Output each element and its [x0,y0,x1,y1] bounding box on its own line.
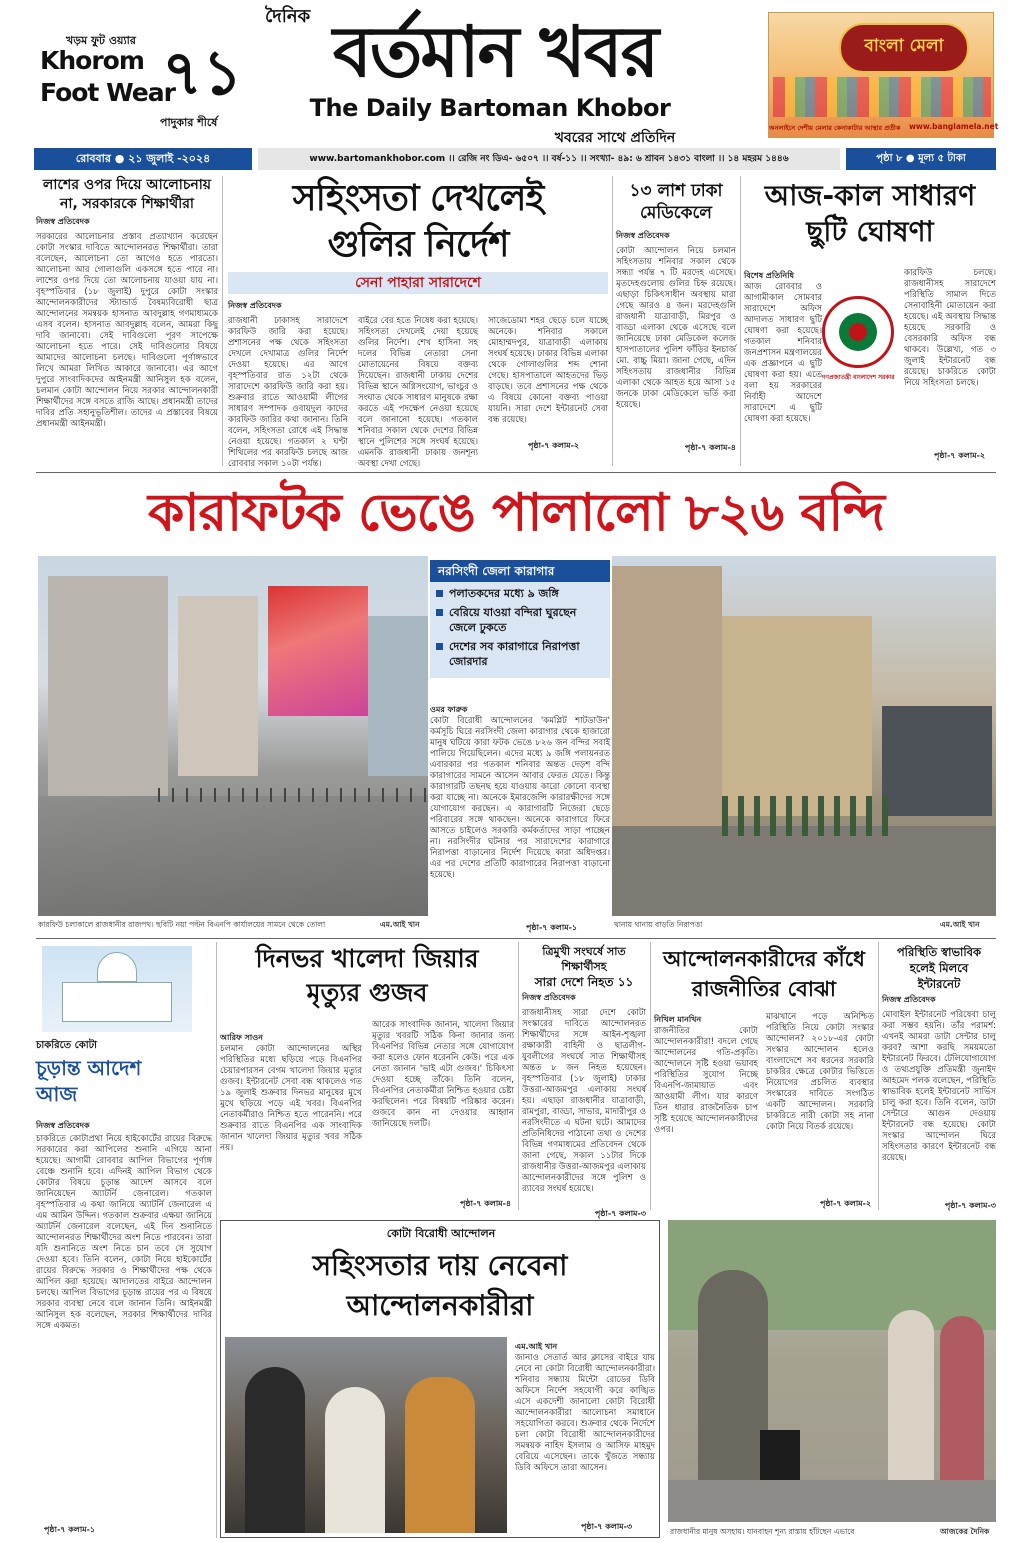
story3-headline-1: ১৩ লাশ ঢাকা [629,181,723,201]
story-rajnitir-bojha [654,944,874,1214]
story7-body: রাজধানীসহ সারা দেশে কোটা সংস্কারের দাবিতে আন্দোলনরত শিক্ষার্থীদের সঙ্গে আইন-শৃঙ্খলা রক্ষাকারী বাহিনী ও ছাত্রলীগ-যুবলীগের সংঘর্ষে সাত শিক্ষার্থীসহ অন্তত ৮ জন নিহত হয়েছেন। বৃহস্পতিবার (১৮ জুলাই) ঢাকার উত্তরা-আজমপুর এলাকায় সংঘর্ষ হয়। এছাড়া রাজধানীর যাত্রাবাড়ী, রামপুরা, বাড্ডা, সাভার, মাদারীপুর ও নরসিংদীতে এ ঘটনা ঘটে। আমাদের প্রতিনিধিদের পাঠানো তথ্য ও দেশের বিভিন্ন গণমাধ্যমের প্রতিবেদন থেকে জানা গেছে, সকাল ১১টার দিকে রাজধানীর উত্তরা-আজমপুর এলাকায় আন্দোলনকারীদের সঙ্গে পুলিশ ও র‍্যাবের সংঘর্ষ হয়েছে। [522,1008,646,1194]
story4-headline-2: ছুটি ঘোষণা [806,215,934,248]
story3-headline-2: মেডিকেলে [640,203,712,223]
title-block[interactable] [225,0,765,126]
story-lasher-opor [36,176,218,468]
story8-byline: নিখিল মানখিন [654,1015,702,1024]
story5-body: চাকরিতে কোটাপ্রথা নিয়ে হাইকোর্টের রায়ের বিরুদ্ধে সরকারের করা আপিলের শুনানি এগিয়ে আনা হয়েছে। আগামী রোববার আপিল বিভাগের পূর্ণাঙ্গ বেঞ্চে শুনানি হবে। এদিনই আপিল বিভাগ থেকে কোটার বিষয়ে চূড়ান্ত আদেশ আসবে বলে জানিয়েছেন অ্যাটর্নি জেনারেল। গতকাল বৃহস্পতিবার এ কথা জানিয়ে অ্যাটর্নি জেনারেল এ এম আমিন উদ্দিন। গতকাল শুক্রবার এক্ষয়া জানিয়ে অ্যাটর্নি জেনারেল বলেছেন, এই দিন শুনানিতে আন্দোলনরত শিক্ষার্থীদের অংশ নিতে পারবেন। তারা যদি শুনানিতে অংশ নিতে চান তবে সে সুযোগ দেওয়া হবে। তিনি বলেন, কোটা নিয়ে হাইকোর্টের রায়ের বিরুদ্ধে সরকার ও শিক্ষার্থীদের পক্ষ থেকে আপিল করা হয়েছে। আদালতের বাইরে আন্দোলন চলছে। আপিল বিভাগের চূড়ান্ত রায়ের পর এ বিষয়ে সরকার ব্যবস্থা নেবে বলে জানান তিনি। আইনমন্ত্রী আনিসুল হক বলেছেন, সরকার শিক্ষার্থীদের দাবির সঙ্গে একমত। [36,1134,212,1331]
lead-byline: ওমর ফারুক [430,705,468,714]
photo-billboard [268,586,368,716]
rule [216,942,217,1538]
story9-headline-2: হলেই মিলবে [909,961,969,975]
lead-photo-left [38,556,428,916]
court-dome [97,952,137,982]
lead-headline: কারাফটক ভেঙে পালালো ৮২৬ বন্দি [148,483,884,543]
photo-person [405,1377,475,1533]
story10-headline-2: আন্দোলনকারীরা [346,1289,534,1322]
story8-headline-1: আন্দোলনকারীদের কাঁধে [663,947,865,971]
story2-byline: নিজস্ব প্রতিবেদক [228,301,282,310]
story2-headline-1: সহিংসতা দেখলেই [292,178,544,219]
rule [878,942,879,1210]
ad-left-line1: খড়ম ফুট ওয়্যার [66,34,136,47]
lead-box [430,560,610,678]
story4-continued[interactable]: পৃষ্ঠা-৭ কলাম-২ [934,451,986,460]
photo-caption: রাজধানীর মানুষ অসহায়। যানবাহন শূন্য রাস্তায় হাঁটছেন এভাবে [670,1527,855,1536]
dateline-bar [34,148,996,170]
story-chuti-ghoshona [744,178,996,468]
photo-people [722,796,892,836]
story10-headline-1: সহিংসতার দায় নেবেনা [312,1249,568,1282]
story5-continued[interactable]: পৃষ্ঠা-৭ কলাম-১ [44,1525,96,1534]
story9-body: মোবাইল ইন্টারনেট পরিষেবা চালু করা সম্ভব হয়নি। তাঁর পরামর্শ: এখনই আমরা ডাটা সেন্টার চালু করব? আশা করছি সময়মতো ইন্টারনেট ফিরবে। টেলিযোগাযোগ ও তথ্যপ্রযুক্তি প্রতিমন্ত্রী জুনাইদ আহমেদ পলক বলেছেন, পরিস্থিতি স্বাভাবিক হলেই ইন্টারনেট সার্ভিস চালু করা হবে। তিনি বলেন, ডাটা সেন্টারে আগুন দেওয়ায় ইন্টারনেট বন্ধ হয়েছে। কোটা সংস্কার আন্দোলন ঘিরে সহিংসতার কারণে ইন্টারনেট বন্ধ রয়েছে। [882,1010,996,1163]
photo-building [612,566,722,826]
story10-continued[interactable]: পৃষ্ঠা-৭ কলাম-৩ [581,1522,633,1531]
story6-headline-2: মৃত্যুর গুজব [306,978,428,1007]
story9-headline-3: ইন্টারনেট [917,977,961,991]
lead-caption-right: থানায় থানায় বাড়তি নিরাপত্তা [614,920,703,929]
photo-building [722,616,872,816]
rule [740,176,741,466]
story-sohingsota [228,176,608,468]
story1-body: সরকারের আলোচনার প্রস্তাব প্রত্যাখ্যান করেছেন কোটা সংস্কার দাবিতে আন্দোলনরত শিক্ষার্থীরা। তারা বলেছেন, আলোচনা তো আগেও হতে পারতো। আলোচনা আর গোলাগুলি একসঙ্গে হতে পারে না। লাশের ওপর দিয়ে তো আলোচনায় যাওয়া যায় না। বৃহস্পতিবার (১৮ জুলাই) দুপুরে কোটা সংস্কার আন্দোলনকারীদের স্ট্যান্ডার্ড বৈষম্যবিরোধী ছাত্র আন্দোলনের সমন্বয়ক হাসনাত আবদুল্লাহ গণমাধ্যমকে এসব বলেন। হাসনাত আবদুল্লাহ বলেন, আমরা কিছু দাবি জানাবো। সেই দাবিগুলো পূরণ সাপেক্ষে আলোচনা হতে পারে। সেই দাবিগুলোর বিষয়ে আমাদের আলোচনা চলছে। দাবিগুলো পূর্ণাঙ্গভাবে লিখে আমরা লিখিত আকারে জানাবো। এর আগে দুপুরে সাংবাদিকদের আইনমন্ত্রী আনিসুল হক বলেন, চলমান কোটা আন্দোলন নিয়ে সরকার আন্দোলনকারী শিক্ষার্থীদের সঙ্গে বসতে রাজি আছে। প্রধানমন্ত্রী তাদের দাবির প্রতি সহানুভূতিশীল। তাদের এ প্রস্তাবের বিষয়ে প্রধানমন্ত্রী আইনমন্ত্রী। [36,232,218,429]
story10-byline: এম.আই খান [515,1342,558,1351]
ad-right-banglamela[interactable] [768,12,999,138]
rule [36,938,996,939]
lead-center [430,556,610,936]
story8-continued[interactable]: পৃষ্ঠা-৭ কলাম-২ [820,1199,872,1208]
walking-people-photo [668,1220,996,1522]
story10-photo [225,1337,507,1533]
dateline-info: www.bartomankhobor.com ।। রেজি নং ডিএ- ৬৫০৭ ।। বর্ষ-১১ ।। সংখ্যা- ৪৯: ৬ শ্রাবন ১৪৩১ বাংলা ।। ১৪ মহরম ১৪৪৬ [258,148,840,170]
story6-headline-1: দিনভর খালেদা জিয়ার [255,944,479,973]
photo-person [325,1387,385,1533]
story5-byline: নিজস্ব প্রতিবেদক [36,1121,90,1130]
rule [36,472,996,473]
ad-left-khorom[interactable] [36,32,243,136]
story3-body: কোটা আন্দোলন নিয়ে চলমান সহিংসতায় শনিবার সকাল থেকে সন্ধ্যা পর্যন্ত ৭ টি মরদেহ এসেছে। মৃতদেহগুলোয় গুলির চিহ্ন রয়েছে। এছাড়া চিকিৎসাধীন অবস্থায় মারা গেছে আরও ৪ জন। মরদেহগুলি রাজধানী যাত্রাবাড়ী, মিরপুর ও বাড্ডা এলাকা থেকে এসেছে বলে জানিয়েছে ঢাকা মেডিকেল কলেজ হাসপাতালের পুলিশ ফাঁড়ির ইনচার্জ মো. বাচ্চু মিয়া। জানা গেছে, এদিন সহিংসতায় রাজধানীর বিভিন্ন এলাকা থেকে আহত হয়ে আসা ১৫ জনকে ঢাকা মেডিকেলে ভর্তি করা হয়েছে। [616,246,736,410]
lead-box-item [436,605,604,635]
story2-kicker: সেনা পাহারা সারাদেশে [228,272,608,294]
lead-credit-right: এম.আই খান [940,920,980,929]
story1-byline: নিজস্ব প্রতিবেদক [36,217,90,226]
story-churanto-adesh [36,942,212,1538]
ad-left-line3: Foot Wear [40,78,175,107]
story6-byline: আরিফ সাওন [220,1033,263,1042]
lead-box-item-text: বেরিয়ে যাওয়া বন্দিরা ঘুরছেন জেলে ঢুকতে [449,606,577,634]
lead-box-item-text: পলাতকদের মধ্যে ৯ জঙ্গি [449,587,559,600]
photo-divider [158,788,428,802]
masthead [0,0,1033,147]
lead-credit-left: এম.আই খান [380,920,420,929]
story9-byline: নিজস্ব প্রতিবেদক [882,995,936,1004]
court-illustration [42,946,192,1032]
story4-byline: বিশেষ প্রতিনিধি [744,271,794,280]
rule [612,176,613,466]
rule [518,942,519,1210]
rule [222,176,223,466]
ad-right-url[interactable]: www.banglamela.net [909,122,999,131]
daily-word: দৈনিক [265,6,311,27]
rule [650,942,651,1210]
lead-box-title: নরসিংদী জেলা কারাগার [430,560,610,582]
government-seal [822,296,894,368]
story9-headline-1: পরিস্থিতি স্বাভাবিক [896,945,982,959]
lead-continued[interactable]: পৃষ্ঠা-৭ কলাম-১ [526,923,578,932]
photo-building [368,616,428,776]
dateline-page: পৃষ্ঠা ৮ ● মূল্য ৫ টাকা [846,148,996,170]
english-title: The Daily Bartoman Khobor [309,94,671,122]
seal-center [849,323,867,341]
story6-continued[interactable]: পৃষ্ঠা-৭ কলাম-৪ [460,1199,512,1208]
lead-body: কোটা বিরোধী আন্দোলনের 'কমপ্লিট শাটডাউন' কর্মসূচি ঘিরে নরসিংদী জেলা কারাগার থেকে হাজারো মানুষ ঘটিয়ে কারা ফটক ভেঙে ৮২৬ জন বন্দির সবাই পালিয়ে গিয়েছিলেন। এদের মধ্যে ৯ জঙ্গি পলায়নরত এবারকার পর গতকাল শনিবার অন্তত দেড়শ বন্দি কারাগারের সামনে আসেন আবার ফেরত যেতে। কিন্তু কারাগারটি তছনছ হয়ে যাওয়ায় কারো কোনো ব্যবস্থা করা যাচ্ছে না। অনেকে ইমারজেন্সি কারারক্ষীদের সঙ্গে যোগাযোগ করছেন। এ কারাগারটি নিজেরা ছেড়ে পরিবারের সঙ্গে থাকছেন। অনেকে কারাগারে ফিরে আসতে চাইলেও সরকারি কর্মকর্তাদের সাড়া পাচ্ছেন না। নরসিংদীর ঘটনার পর সারাদেশের কারাগারে নিরাপত্তা বাড়ানোর নির্দেশ দিয়েছে কারা অধিদপ্তর। এর পর দেশের প্রতিটি কারাগারের নিরাপত্তা বাড়ানো হয়েছে। [430,716,610,880]
story8-col1: রাজনীতির কোটা আন্দোলনকারীরা! বদলে গেছে আন্দোলনের গতি-প্রকৃতি। আন্দোলনে সৃষ্টি হওয়া ভয়াবহ পরিস্থিতির সুযোগ নিচ্ছে বিএনপি-জামায়াত এবং আওয়ামী লীগ। যার কারণে তিন ধারার রাজনৈতিক চাপ সৃষ্টি হয়েছে আন্দোলনকারীদের ওপর। [654,1026,758,1135]
story4-col2: কারফিউ চলছে। রাজধানীসহ সারাদেশে পরিস্থিতি সামাল দিতে সেনাবাহিনী মোতায়েন করা হয়েছে। এই অবস্থায় সিদ্ধান্ত হয়েছে সরকারি ও বেসরকারি অফিস বন্ধ থাকবে। উল্লেখ্য, গত ৩ জুলাই ইন্টারনেট বন্ধ রয়েছে। চাকরিতে কোটা নিয়ে সহিংসতা চলছে। [904,268,996,388]
lead-photo-right [612,556,996,916]
story5-kicker: চাকরিতে কোটা [36,1040,97,1051]
story3-byline: নিজস্ব প্রতিবেদক [616,231,670,240]
story6-col2: আরেক সাংবাদিক জানান, খালেদা জিয়ার মৃত্যুর খবরটি সঠিক কিনা জানার জন্য বিএনপির বিভিন্ন নেতার সঙ্গে যোগাযোগ করা হলেও ফোন ধরেননি কেউ। পরে এক নেতা জানান 'ভাই এটা গুজব।' চিকিৎসা দেওয়া হচ্ছে তাঁকে। তিনি বলেন, বিএনপির নেতাকর্মীরা নিশ্চিত হওয়ার চেষ্টা করছিলেন। পরে বিষয়টি পরিষ্কার করেন। গুজবে কান না দেওয়ার আহ্বান জানিয়েছে দলটি। [372,1020,514,1129]
story5-headline-2: আজ [36,1082,78,1106]
story8-col2: মাঝখানে পড়ে অনিশ্চিত পরিস্থিতি নিয়ে কোটা সংস্কার আন্দোলন? ২০১৮-এর কোটা সংস্কার আন্দোলন হলেও বাংলাদেশে সব ধরনের সরকারি চাকরির ক্ষেত্রে কোটার ভিত্তিতে নিয়োগের প্রচলিত ব্যবস্থার সংস্কারের দাবিতে সংগঠিত একটি আন্দোলন। সরকারি চাকরিতে নারী কোটা সহ নানা কোটা নিয়ে বিতর্ক রয়েছে। [766,1012,874,1132]
story10-body: জানাও সেতার্ত আর ক্লাসের বাইরে যায় নেবে না কোটা বিরোধী আন্দোলনকারীরা। শনিবার সন্ধ্যায় মিন্টো রোডের ডিবি অফিসে নির্দেশ সহযোগী করে কাঙ্খিত এসে একদেশী জানালো কোটা বিরোধী আন্দোলনকারীরা আলোচনা সমাধানে সহযোগিতা করবে। শুক্রবার থেকে নির্দেশে চলা কোটা বিরোধী আন্দোলনকারীদের সমন্বয়ক নাহিদ ইসলাম ও আসিফ মাহমুদ বেরিয়ে এসেছেন। তাকে খুঁজতে সন্ধ্যায় ডিবি অফিসে তারা আসেন। [515,1353,655,1473]
story-13-lash [616,180,736,468]
story5-headline-1: চূড়ান্ত আদেশ [36,1056,142,1080]
photo-person [698,1270,768,1510]
story2-headline-2: গুলির নির্দেশ [327,224,509,265]
photo-road [38,796,428,916]
story-khaleda-zia [220,942,514,1212]
photo-vehicle [882,706,992,816]
ad-right-art [773,77,991,117]
story7-continued[interactable]: পৃষ্ঠা-৭ কলাম-৩ [594,1209,646,1218]
story8-headline-2: রাজনীতির বোঝা [692,977,836,1001]
lead-box-item-text: দেশের সব কারাগারে নিরাপত্তা জোরদার [449,640,580,668]
story1-headline: লাশের ওপর দিয়ে আলোচনায় না, সরকারকে শিক্ষার্থীরা [42,177,212,212]
photo-credit: আজকের দৈনিক [940,1527,990,1536]
story4-headline-1: আজ-কাল সাধারণ [764,179,976,212]
tagline: খবরের সাথে প্রতিদিন [554,130,676,146]
story4-col1: আজ রোববার ও আগামীকাল সোমবার সারাদেশে অফিস আদালত সাধারণ ছুটি ঘোষণা করা হয়েছে। গতকাল শনিবার জনপ্রশাসন মন্ত্রণালয়ের এক প্রজ্ঞাপনে এ ছুটি ঘোষণা করা হয়। এতে বলা হয় সরকারের নির্বাহী আদেশে সারাদেশে এ ছুটি ঘোষণা করা হয়েছে। [744,282,822,424]
ad-left-line2: Khorom [40,46,144,75]
lead-caption-left: কারফিউ চলাকালে রাজধানীর রাজপথ। ছবিটি নয়া পল্টন বিএনপি কার্যালয়ের সামনে থেকে তোলা [38,920,326,929]
ad-left-logo: ৭১ [162,36,243,109]
story7-headline-1: ত্রিমুখী সংঘর্ষে সাত শিক্ষার্থীসহ [542,945,626,973]
story6-col1: চলমান কোটা আন্দোলনের অস্থির পরিস্থিতির মধ্যে ছড়িয়ে পড়ে বিএনপির চেয়ারপারসন বেগম খালেদা জিয়ার মৃত্যুর গুজব। ইন্টারনেট সেবা বন্ধ থাকলেও গত ১৯ জুলাই শুক্রবার দিনভর মানুষের মুখে মুখে ছড়িয়ে পড়ে এই খবর। বিএনপির নেতাকর্মীরাও নিশ্চিত হতে পারেননি। পরে শুক্রবার রাতে বিএনপির এক সাংবাদিক জানান খালেদা জিয়ার মৃত্যুর খবর সঠিক নয়। [220,1044,362,1153]
story2-col1: রাজধানী ঢাকাসহ সারাদেশে কারফিউ জারি করা হয়েছে। প্রশাসনের পক্ষ থেকে সহিংসতা দেখলে দেখামাত্র গুলির নির্দেশ দেওয়া হয়েছে। এর আগে বৃহস্পতিবার রাত ১২টা থেকে সারাদেশে কারফিউ জারি করা হয়। শুক্রবার রাতে আওয়ামী লীগের সাধারণ সম্পাদক ওবায়দুল কাদের কারফিউ জারির কথা জানান। তিনি বলেন, সহিংসতা রোধে এই সিদ্ধান্ত নেওয়া হয়েছে। গতকাল ২ ঘণ্টা শিথিলের পর কারফিউ চলছে আজ রোববার সকাল ১০টা পর্যন্ত। [228,316,348,469]
newspaper-title: বর্তমান খবর [332,11,658,93]
ad-right-line: অনলাইনে দেশীয় মেলার কেনাকাটার আস্থার প্রতীক [769,124,901,132]
bullet-icon [436,609,443,616]
story-internet [882,944,996,1214]
story10-kicker: কোটা বিরোধী আন্দোলন [361,1225,521,1244]
photo-building [178,596,258,776]
bullet-icon [436,590,443,597]
story3-continued[interactable]: পৃষ্ঠা-৭ কলাম-৪ [684,443,736,452]
dateline-date: রোববার ● ২১ জুলাই -২০২৪ [34,148,252,170]
story7-byline: নিজস্ব প্রতিবেদক [522,993,576,1002]
story9-continued[interactable]: পৃষ্ঠা-৭ কলাম-৩ [944,1201,996,1210]
story2-continued[interactable]: পৃষ্ঠা-৭ কলাম-২ [528,441,580,450]
photo-road [612,826,996,916]
story7-headline-2: সারা দেশে নিহত ১১ [534,975,634,989]
bullet-icon [436,643,443,650]
seal-text: গণপ্রজাতন্ত্রী বাংলাদেশ সরকার [821,374,895,381]
photo-building [48,576,168,796]
story-trimukhi-songhorsho [522,944,646,1218]
story-daay-nebena [220,1220,660,1538]
ad-right-title: বাংলা মেলা [864,36,944,56]
court-building [62,982,172,1022]
story2-col2: বাইরে বের হতে নিষেধ করা হয়েছে। সহিংসতা দেখলেই দেয়া হয়েছে গুলির নির্দেশ। শেখ হাসিনা সহ দলের বিভিন্ন নেতারা সেনা মোতায়েনের বিষয়ে বক্তব্য দিয়েছেন। রাজধানী ঢাকায় দেশের বিভিন্ন স্থানে অগ্নিসংযোগ, ভাংচুর ও সংঘাত থেকে সাধারণ মানুষকে রক্ষা করতে এই পদক্ষেপ নেওয়া হয়েছে বলে জানানো হয়েছে। গতকাল শনিবার সকাল থেকে দেশের বিভিন্ন স্থানে পুলিশের সঙ্গে সংঘর্ষ হয়েছে। এমনকি রাজধানী ঢাকায় জনশূন্য অবস্থা দেখা গেছে। [358,316,478,469]
photo-road [668,1480,996,1522]
lead-box-item [436,639,604,669]
story2-col3: সাজেডোমা শহর ছেড়ে চলে যাচ্ছে অনেকে। শনিবার সকালে মোহাম্মদপুর, যাত্রাবাড়ী এলাকায় সংঘর্ষ হয়েছে। ঢাকার বিভিন্ন এলাকা থেকে গোলাগুলির শব্দ শোনা গেছে। হাসপাতালে আহতদের ভিড় বাড়ছে। তবে প্রশাসনের পক্ষ থেকে এ বিষয়ে কোনো বক্তব্য পাওয়া যায়নি। সারা দেশে ইন্টারনেট সেবা বন্ধ রয়েছে। [488,316,608,425]
ad-left-line4: পাদুকার শীর্ষে [160,116,218,129]
photo-person [245,1367,305,1533]
lead-box-item [436,586,604,601]
